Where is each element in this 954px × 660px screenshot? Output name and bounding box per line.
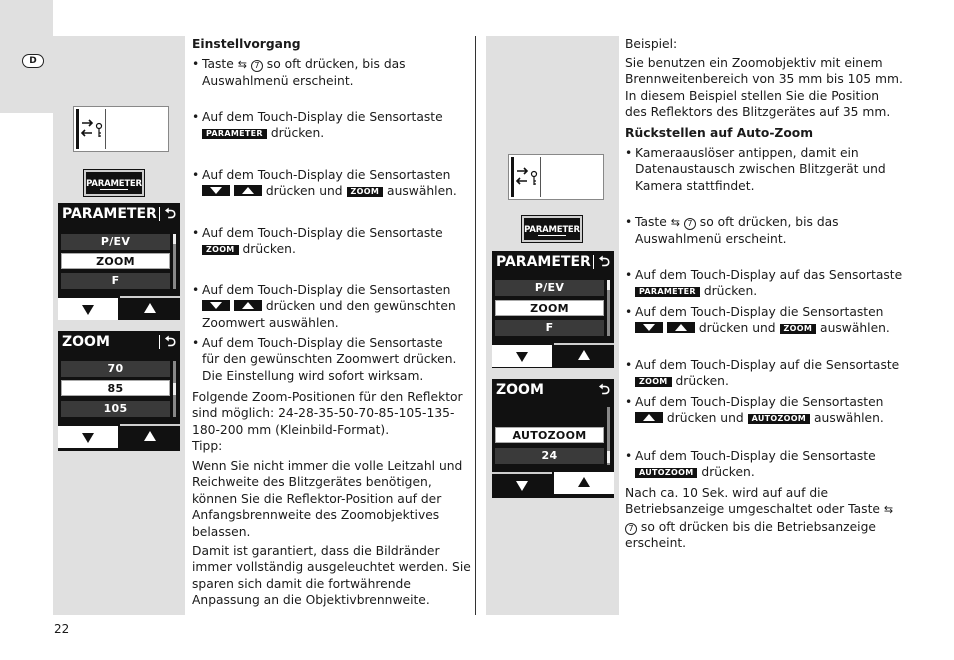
up-button [554,472,614,494]
timeout-paragraph: Nach ca. 10 Sek. wird auf auf die Betriebsanzeige umgeschaltet oder Taste ⇆ 7 so oft drücken bis die Betriebsanzeige erscheint. [625,486,894,551]
down-button [492,345,552,367]
swap-arrows-icon: ⇆ [883,503,894,517]
menu-row: 24 [495,448,604,464]
down-button [58,426,118,448]
parameter-chip: PARAMETER [84,170,144,196]
menu-row: F [495,320,604,336]
menu-row-selected: AUTOZOOM [495,427,604,443]
display-autozoom-menu [492,379,614,498]
tip-paragraph-1: Wenn Sie nicht immer die volle Leitzahl und Reichweite des Blitzgerätes benötigen, können Sie die Reflektor-Position auf der Anfangsbrennweite des Zoomobjektives belassen. [192,459,463,539]
menu-row-selected: 85 [61,380,170,396]
down-arrow-icon [202,300,230,311]
menu-row: 105 [61,401,170,417]
display-parameter-menu [58,203,180,320]
down-arrow-icon [516,481,528,491]
up-button [554,343,614,365]
back-arrow-icon: ⮌ [598,382,610,398]
swap-arrows-icon: ⇆ [237,58,247,71]
zoom-key-tag: ZOOM [202,245,239,255]
up-arrow-icon [234,185,262,196]
scrollbar [607,407,610,465]
key-number-badge: 7 [684,218,696,230]
down-button [492,472,552,494]
display-parameter-menu [492,251,614,368]
down-arrow-icon [516,352,528,362]
down-arrow-icon [82,305,94,315]
scrollbar [173,361,176,417]
display-title: PARAMETER ⮌ [58,203,180,225]
menu-row: F [61,273,170,289]
up-arrow-icon [578,350,590,360]
language-badge: D [22,54,44,68]
display-zoom-menu [58,331,180,451]
example-label: Beispiel: [625,37,678,51]
parameter-key-tag: PARAMETER [635,287,700,297]
page-number: 22 [54,622,70,636]
zoom-key-tag: ZOOM [347,187,384,197]
down-arrow-icon [82,433,94,443]
up-arrow-icon [667,322,695,333]
back-arrow-icon: ⮌ [164,334,176,350]
key-number-badge: 7 [251,60,263,72]
up-arrow-icon [144,303,156,313]
menu-row: P/EV [495,280,604,296]
down-arrow-icon [202,185,230,196]
zoom-key-tag: ZOOM [780,324,817,334]
scrollbar [607,280,610,336]
autozoom-key-tag: AUTOZOOM [748,414,810,424]
tip-paragraph-2: Damit ist garantiert, dass die Bildränder immer vollständig ausgeleuchtet werden. Sie sparen sich damit die fortwährende Anpassung an die Objektivbrennweite. [192,544,471,608]
camera-mode-icon [73,106,169,152]
scrollbar [173,234,176,289]
heading-autozoom-reset: Rückstellen auf Auto-Zoom [625,126,814,140]
column-divider [475,36,476,615]
display-title: ZOOM ⮌ [492,379,614,401]
key-number-badge: 7 [625,523,637,535]
example-paragraph: Sie benutzen ein Zoomobjektiv mit einem Brennweitenbereich von 35 mm bis 105 mm. In diesem Beispiel stellen Sie die Position des Reflektors des Blitzgerätes auf 35 mm. [625,56,903,120]
camera-mode-icon [508,154,604,200]
up-arrow-icon [578,477,590,487]
up-button [120,424,180,446]
down-button [58,298,118,320]
parameter-key-tag: PARAMETER [202,129,267,139]
swap-arrows-icon: ⇆ [670,216,680,229]
up-arrow-icon [144,431,156,441]
menu-row: 70 [61,361,170,377]
parameter-chip: PARAMETER [522,216,582,242]
autozoom-key-tag: AUTOZOOM [635,468,697,478]
tip-label: Tipp: [192,439,223,453]
back-arrow-icon: ⮌ [164,206,176,222]
down-arrow-icon [635,322,663,333]
zoom-positions-paragraph: Folgende Zoom-Positionen für den Reflektor sind möglich: 24-28-35-50-70-85-105-135- 180-200 mm (Kleinbild-Format). [192,390,463,437]
menu-row: P/EV [61,234,170,250]
up-arrow-icon [234,300,262,311]
display-title: ZOOM ⮌ [58,331,180,353]
up-arrow-icon [635,412,663,423]
menu-row-selected: ZOOM [495,300,604,316]
heading-einstellvorgang: Einstellvorgang [192,37,301,51]
display-title: PARAMETER ⮌ [492,251,614,273]
zoom-key-tag: ZOOM [635,377,672,387]
up-button [120,296,180,318]
back-arrow-icon: ⮌ [598,254,610,270]
menu-row-selected: ZOOM [61,253,170,269]
